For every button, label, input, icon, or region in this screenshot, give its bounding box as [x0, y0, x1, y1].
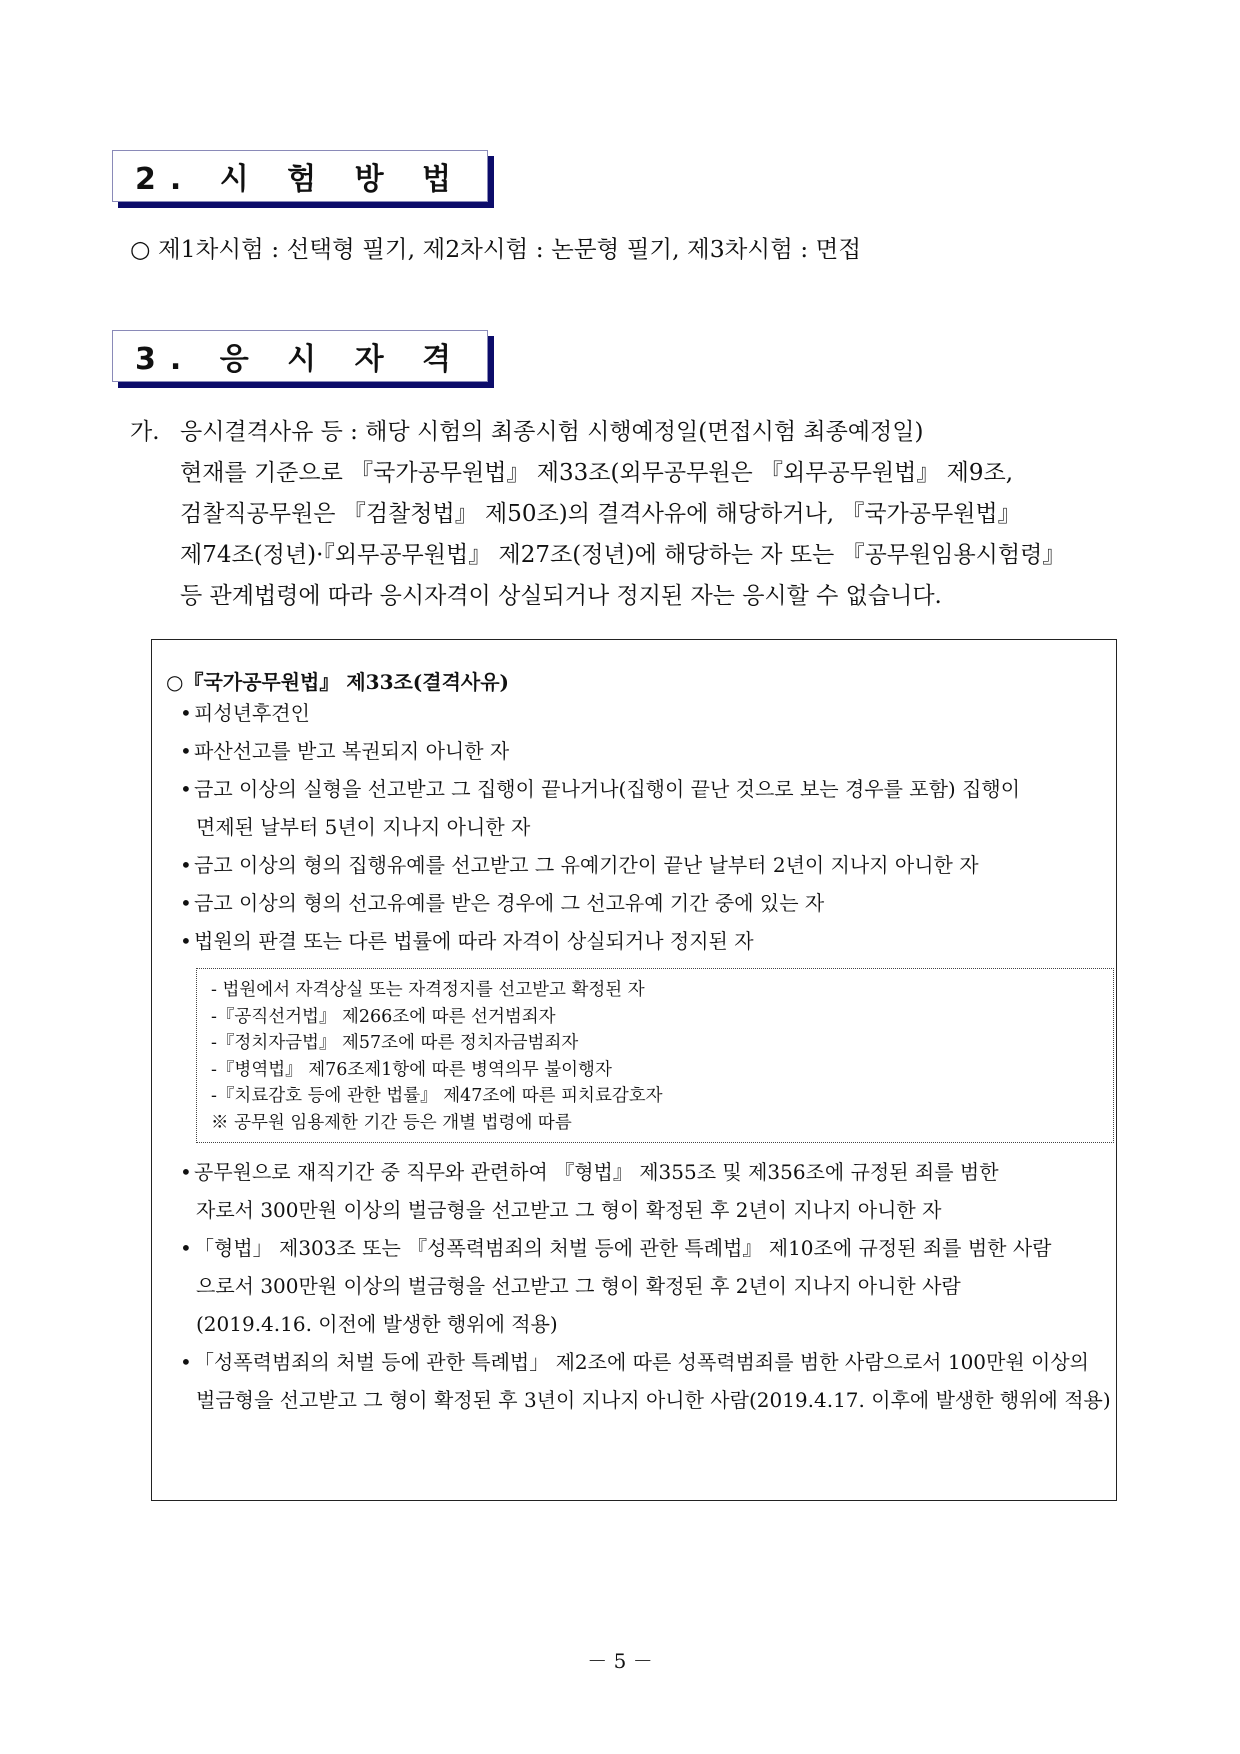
list-item-text: • 「형법」 제303조 또는 『성폭력범죄의 처벌 등에 관한 특례법』 제10조에 규정된 죄를 범한 사람 [180, 1229, 1104, 1267]
list-item-text: • 피성년후견인 [180, 694, 1104, 732]
list-item [180, 1229, 1104, 1343]
list-item-text: • 금고 이상의 형의 집행유예를 선고받고 그 유예기간이 끝난 날부터 2년이 지나지 아니한 자 [180, 846, 1104, 884]
paragraph-label: 가. [130, 419, 160, 445]
list-item-text: • 공무원으로 재직기간 중 직무와 관련하여 『형법』 제355조 및 제356조에 규정된 죄를 범한 [180, 1153, 1104, 1191]
sub-list-item: -『치료감호 등에 관한 법률』 제47조에 따른 피치료감호자 [211, 1086, 663, 1106]
bullet: • [180, 1160, 192, 1184]
paragraph-line: 검찰직공무원은 『검찰청법』 제50조)의 결격사유에 해당하거나, 『국가공무원법』 [180, 501, 1021, 527]
disqualification-list [180, 694, 1111, 1419]
list-item-text: 면제된 날부터 5년이 지나지 아니한 자 [196, 815, 531, 839]
bullet: • [180, 1236, 192, 1260]
list-item-text: • 금고 이상의 실형을 선고받고 그 집행이 끝나거나(집행이 끝난 것으로 보는 경우를 포함) 집행이 [180, 770, 1104, 808]
list-item [180, 694, 1104, 732]
list-item-text: 자로서 300만원 이상의 벌금형을 선고받고 그 형이 확정된 후 2년이 지나지 아니한 자 [196, 1198, 942, 1222]
list-item [180, 770, 1104, 846]
list-item [180, 732, 1104, 770]
list-item-text: • 금고 이상의 형의 선고유예를 받은 경우에 그 선고유예 기간 중에 있는 자 [180, 884, 1104, 922]
bullet: • [180, 1350, 192, 1374]
box-title: ○『국가공무원법』 제33조(결격사유) [166, 670, 510, 694]
bullet: • [180, 929, 192, 953]
bullet: • [180, 853, 192, 877]
list-item [180, 884, 1104, 922]
paragraph-line: 제74조(정년)·『외무공무원법』 제27조(정년)에 해당하는 자 또는 『공무원임용시험령』 [180, 542, 1066, 568]
sub-list-item: -『정치자금법』 제57조에 따른 정치자금범죄자 [211, 1033, 579, 1053]
list-item [180, 1153, 1104, 1229]
sub-list-item: - 법원에서 자격상실 또는 자격정지를 선고받고 확정된 자 [211, 980, 645, 1000]
sub-list-box [196, 968, 1114, 1143]
exam-method-line: ○ 제1차시험 : 선택형 필기, 제2차시험 : 논문형 필기, 제3차시험 : 면접 [130, 235, 862, 263]
paragraph-line: 현재를 기준으로 『국가공무원법』 제33조(외무공무원은 『외무공무원법』 제9조, [180, 460, 1014, 486]
list-item-text: (2019.4.16. 이전에 발생한 행위에 적용) [196, 1312, 558, 1336]
bullet: • [180, 891, 192, 915]
list-item-text: 으로서 300만원 이상의 벌금형을 선고받고 그 형이 확정된 후 2년이 지나지 아니한 사람 [196, 1274, 961, 1298]
sub-list-item: -『병역법』 제76조제1항에 따른 병역의무 불이행자 [211, 1059, 612, 1080]
paragraph-line: 가. 응시결격사유 등 : 해당 시험의 최종시험 시행예정일(면접시험 최종예정일) [130, 412, 1130, 453]
sub-list-note: ※ 공무원 임용제한 기간 등은 개별 법령에 따름 [211, 1112, 572, 1133]
disqualification-box [151, 639, 1117, 1501]
section-heading-eligibility: 3. 응 시 자 격 [112, 330, 488, 382]
list-item [180, 846, 1104, 884]
list-item-text: • 「성폭력범죄의 처벌 등에 관한 특례법」 제2조에 따른 성폭력범죄를 범한 사람으로서 100만원 이상의 [180, 1343, 1104, 1381]
sub-list-item: -『공직선거법』 제266조에 따른 선거범죄자 [211, 1006, 556, 1027]
bullet: • [180, 701, 192, 725]
list-item-text: • 파산선고를 받고 복권되지 아니한 자 [180, 732, 1104, 770]
page-number: － 5 － [587, 1649, 653, 1673]
list-item-text: 벌금형을 선고받고 그 형이 확정된 후 3년이 지나지 아니한 사람(2019.4.17. 이후에 발생한 행위에 적용) [196, 1388, 1111, 1412]
bullet: • [180, 777, 192, 801]
list-item [180, 922, 1104, 960]
list-item-text: • 법원의 판결 또는 다른 법률에 따라 자격이 상실되거나 정지된 자 [180, 922, 1104, 960]
section-heading-exam-method: 2. 시 험 방 법 [112, 150, 488, 202]
bullet: • [180, 739, 192, 763]
paragraph-line: 등 관계법령에 따라 응시자격이 상실되거나 정지된 자는 응시할 수 없습니다. [180, 583, 942, 609]
list-item [180, 1343, 1111, 1419]
eligibility-paragraph [130, 412, 1130, 617]
